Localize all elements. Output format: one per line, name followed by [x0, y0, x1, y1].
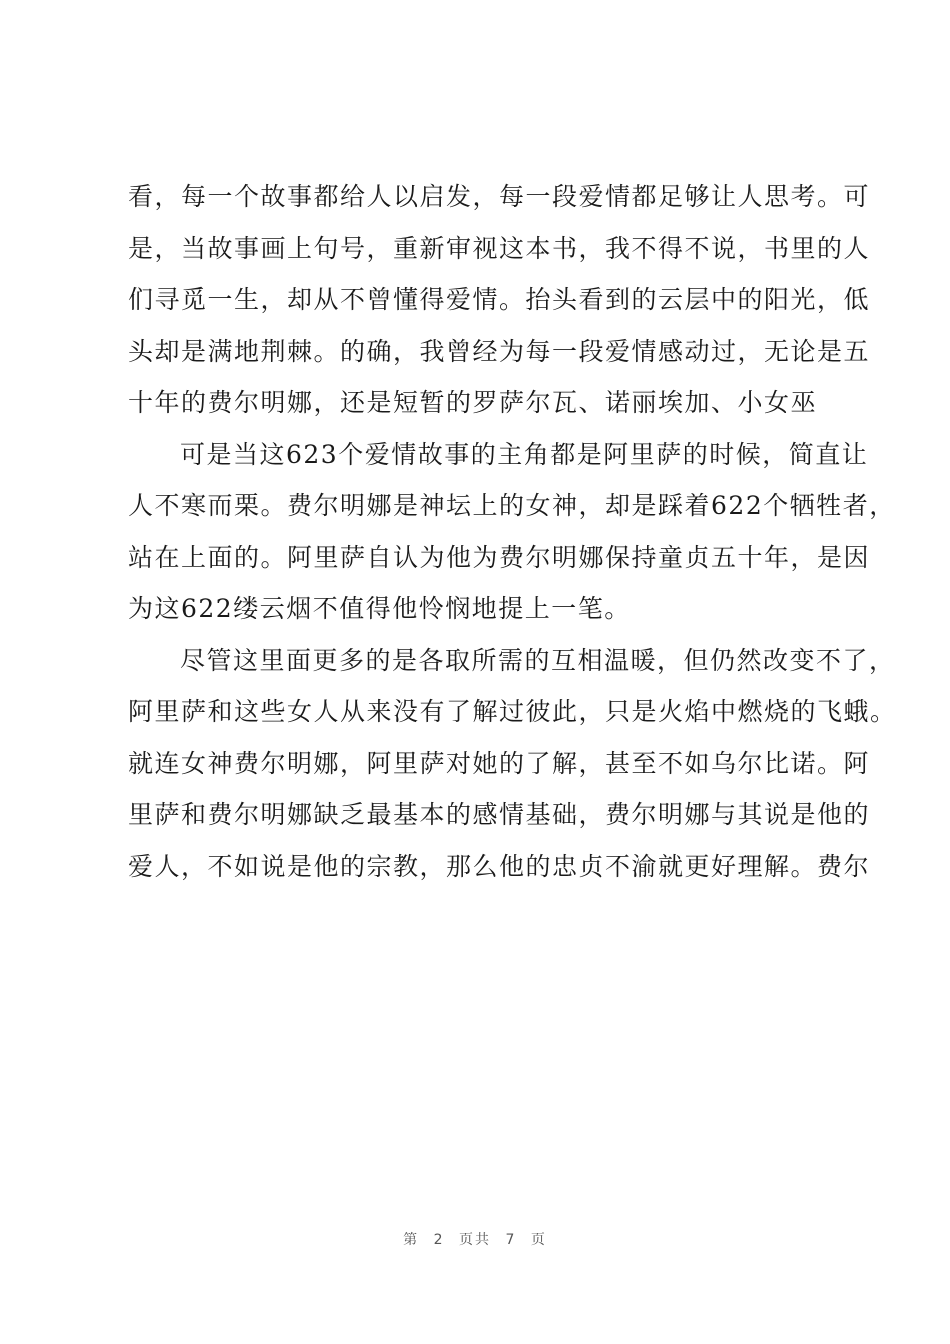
text-line: 们寻觅一生，却从不曾懂得爱情。抬头看到的云层中的阳光，低: [128, 285, 871, 314]
page-footer: [0, 1229, 950, 1249]
text-line: 人不寒而栗。费尔明娜是神坛上的女神，却是踩着622个牺牲者，: [128, 491, 896, 520]
paragraph-start-line: 尽管这里面更多的是各取所需的互相温暖，但仍然改变不了，: [180, 645, 896, 675]
footer-suffix: 页: [530, 1232, 547, 1248]
text-line: 就连女神费尔明娜，阿里萨对她的了解，甚至不如乌尔比诺。阿: [128, 748, 871, 778]
text-line: 为这622缕云烟不值得他怜悯地提上一笔。: [128, 594, 631, 623]
footer-middle: 页共: [459, 1232, 491, 1248]
text-line: 是，当故事画上句号，重新审视这本书，我不得不说，书里的人: [128, 233, 871, 263]
text-line: 站在上面的。阿里萨自认为他为费尔明娜保持童贞五十年，是因: [128, 542, 871, 572]
current-page-number: 2: [433, 1232, 445, 1248]
text-line: 爱人，不如说是他的宗教，那么他的忠贞不渝就更好理解。费尔: [128, 851, 871, 881]
total-page-count: 7: [505, 1232, 517, 1248]
text-line: 头却是满地荆棘。的确，我曾经为每一段爱情感动过，无论是五: [128, 336, 871, 366]
text-line: 十年的费尔明娜，还是短暂的罗萨尔瓦、诺丽埃加、小女巫: [128, 388, 818, 417]
footer-prefix: 第: [403, 1232, 420, 1248]
text-line: 阿里萨和这些女人从来没有了解过彼此，只是火焰中燃烧的飞蛾。: [128, 697, 897, 726]
text-line: 里萨和费尔明娜缺乏最基本的感情基础，费尔明娜与其说是他的: [128, 800, 871, 829]
body-text: [128, 171, 897, 892]
text-line: 看，每一个故事都给人以启发，每一段爱情都足够让人思考。可: [128, 182, 871, 211]
paragraph-start-line: 可是当这623个爱情故事的主角都是阿里萨的时候，简直让: [180, 439, 869, 469]
